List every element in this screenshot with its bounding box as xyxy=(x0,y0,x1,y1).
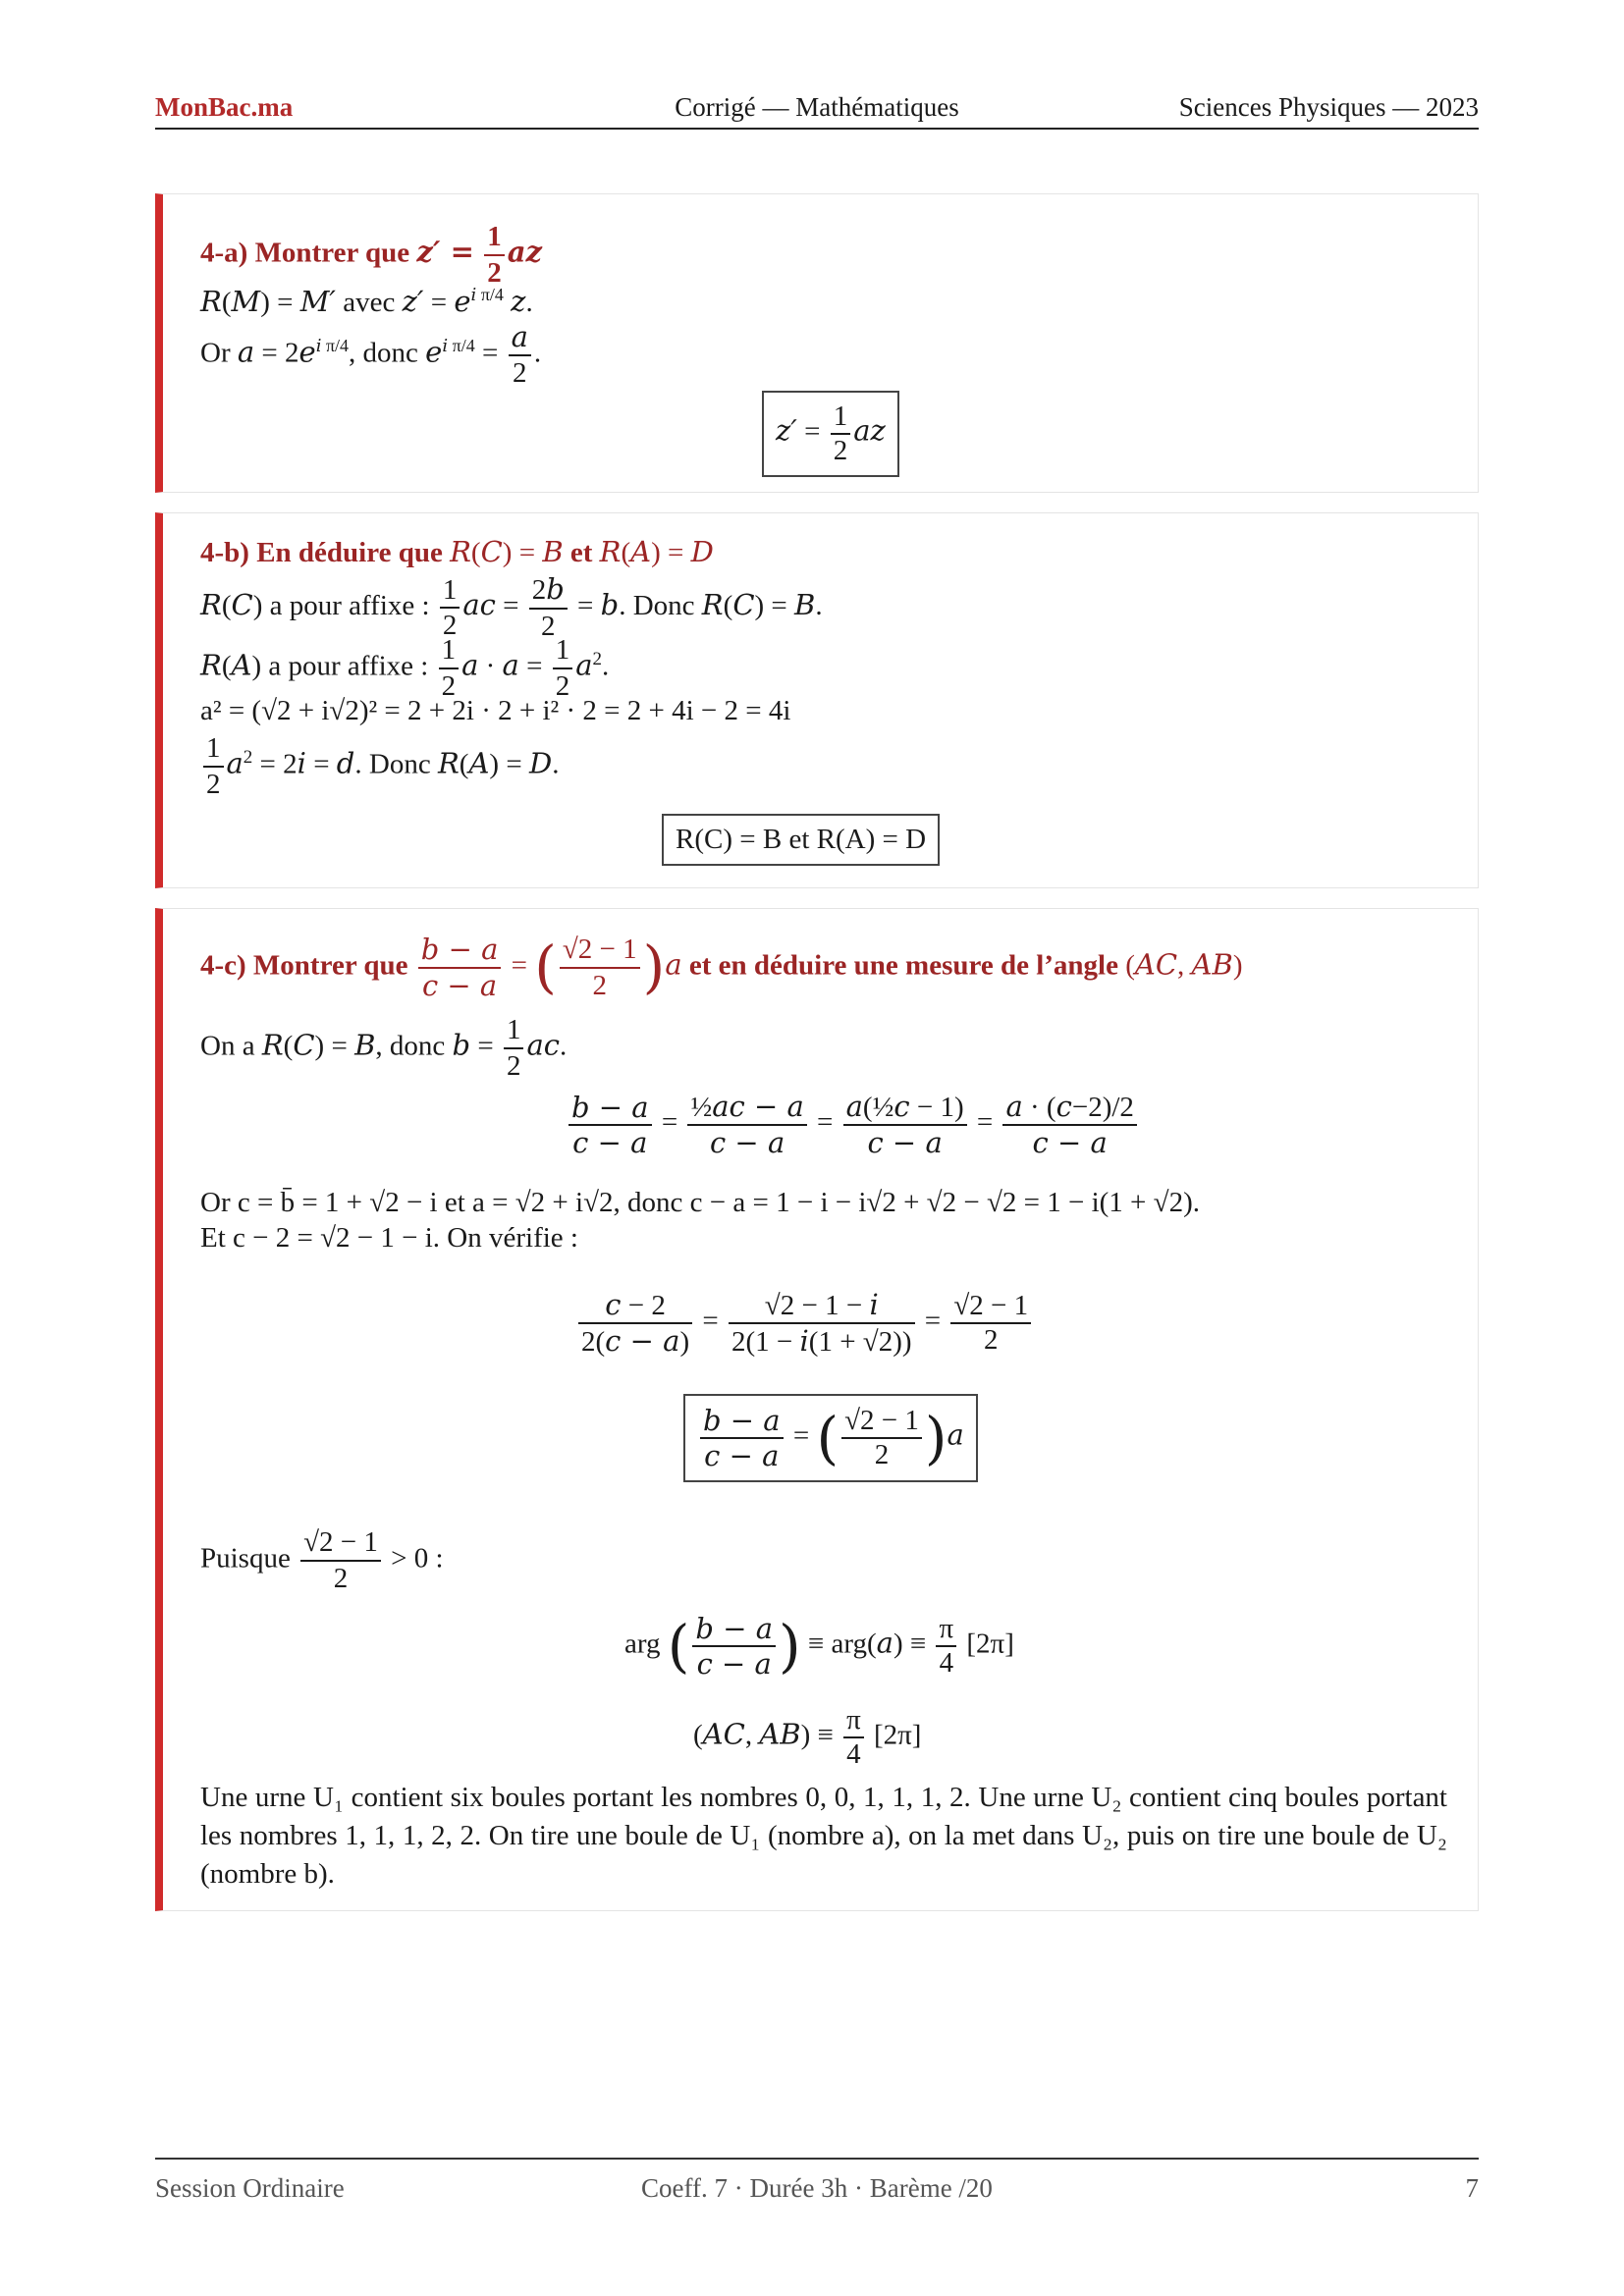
question-4c-eq-4: (AC, AB) ≡ $\frac{\pi}{4}$ [2π] xyxy=(693,1704,922,1770)
question-4a-result: z′ = $\frac{1}{2}$ az xyxy=(762,391,899,477)
question-4c-eq-2: $\frac{c - 2}{2(c - a)}$ = $\frac{√2 - 1 - i}{2(1 - i(1 + √2))}$ = $\frac{√2 - 1}{2}$ xyxy=(575,1288,1034,1359)
question-4a-title: 4-a) Montrer que z′ = $\frac{1}{2}$ az xyxy=(200,221,542,289)
header-subject: Corrigé — Mathématiques xyxy=(675,92,959,122)
question-4c-line-4: Puisque $\frac{√2 - 1}{2}$ > 0 : xyxy=(200,1526,444,1594)
question-4c-line-1: On a R(C) = B, donc b = $\frac{1}{2}$ ac. xyxy=(200,1014,568,1082)
page-header xyxy=(155,88,1479,130)
question-4b-title: 4-b) En déduire que R(C) = B et R(A) = D xyxy=(200,535,714,568)
header-section: Sciences Physiques — 2023 xyxy=(1178,92,1479,122)
question-4b-box xyxy=(155,512,1479,888)
footer-info: Coeff. 7 · Durée 3h · Barème /20 xyxy=(641,2173,993,2203)
question-4c-line-3: Et c − 2 = √2 − 1 − i. On vérifie : xyxy=(200,1222,578,1254)
urn-paragraph: Une urne U₁ contient six boules portant les nombres 0, 0, 1, 1, 1, 2. Une urne U₂ contient cinq boules portant les nombres 1, 1, 1, 2, 2. On tire une boule de U₁ (nombre a), on la met dans U₂, puis on tire une boule de U₂ (nombre b). xyxy=(200,1782,1447,1891)
footer-session: Session Ordinaire xyxy=(155,2173,345,2203)
question-4c-result: $\frac{b - a}{c - a}$ = ( $\frac{√2 - 1}{2}$ )a xyxy=(683,1394,978,1482)
question-4b-result: R(C) = B et R(A) = D xyxy=(662,814,940,866)
question-4b-line-3: a² = (√2 + i√2)² = 2 + 2i · 2 + i² · 2 = 2 + 4i − 2 = 4i xyxy=(200,695,791,726)
page-footer xyxy=(155,2158,1479,2211)
question-4c-eq-1: $\frac{b - a}{c - a}$ = $\frac{\text{½ac − a}}{c - a}$ = $\frac{\text{a(½c − 1)}}{c - a}$ = $\frac{a \cdot (c-2)/2}{c - a}$ xyxy=(566,1090,1140,1159)
site-name: MonBac.ma xyxy=(155,92,294,122)
question-4b-line-2: R(A) a pour affixe : $\frac{1}{2}$ a · a = $\frac{1}{2}$ $a^2$. xyxy=(200,634,610,702)
page-number: 7 xyxy=(1465,2173,1479,2203)
question-4a-box xyxy=(155,193,1479,493)
question-4a-line-1: R(M) = M′ avec $z' = e^{i \pi/4}$ z. xyxy=(200,285,533,318)
question-4c-title: 4-c) Montrer que $\frac{b - a}{c - a}$ = ( $\frac{√2 - 1}{2}$ )a et en déduire une mesure de l’angle (AC, AB) xyxy=(200,933,1243,1002)
question-4c-box xyxy=(155,908,1479,1911)
question-4b-line-4: $\frac{1}{2}$ $a^2 = 2i = d$. Donc R(A) = D. xyxy=(200,731,559,802)
question-4c-line-2: Or c = b̄ = 1 + √2 − i et a = √2 + i√2, donc c − a = 1 − i − i√2 + √2 − √2 = 1 − i(1 + √2). xyxy=(200,1187,1200,1218)
question-4c-eq-3: arg ( $\frac{b - a}{c - a}$ ) ≡ arg(a) ≡ $\frac{\pi}{4}$ [2π] xyxy=(624,1612,1014,1681)
question-4b-line-1: R(C) a pour affixe : $\frac{1}{2}$ ac = $\frac{2b}{2}$ = b. Donc R(C) = B. xyxy=(200,572,823,642)
question-4a-line-2: Or $a = 2e^{i \pi/4}$, donc $e^{i \pi/4}$ = $\frac{a}{2}$ . xyxy=(200,320,542,389)
